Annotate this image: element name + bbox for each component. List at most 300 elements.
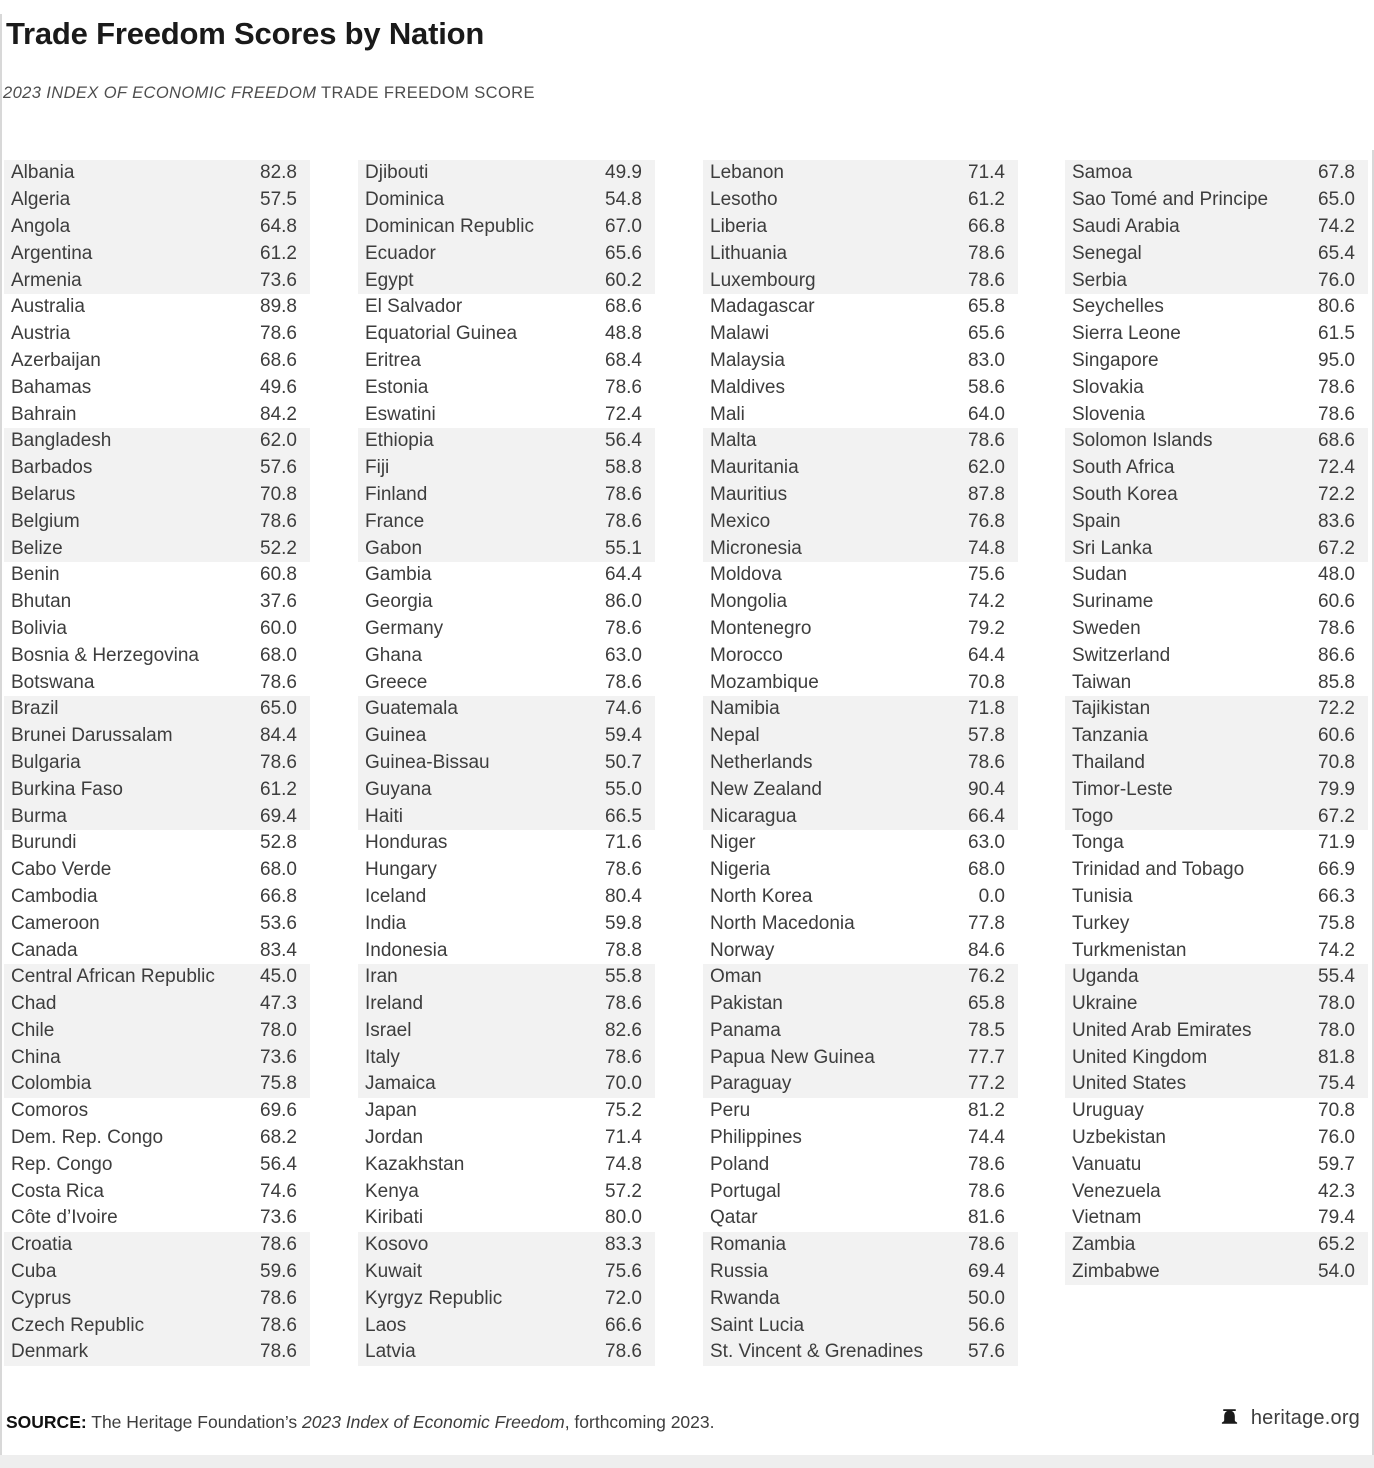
nation-score: 78.6: [1318, 403, 1355, 425]
table-row: [358, 776, 655, 803]
nation-name: Botswana: [11, 671, 95, 693]
nation-name: Jamaica: [365, 1073, 436, 1095]
nation-score: 79.4: [1318, 1207, 1355, 1229]
table-row: [1065, 669, 1368, 696]
nation-name: Argentina: [11, 242, 93, 264]
nation-name: Vanuatu: [1072, 1153, 1142, 1175]
table-row: [4, 991, 310, 1018]
nation-name: Slovenia: [1072, 403, 1145, 425]
table-row: [1065, 884, 1368, 911]
table-row: [1065, 589, 1368, 616]
table-row: [1065, 803, 1368, 830]
nation-name: Trinidad and Tobago: [1072, 859, 1245, 881]
nation-name: Qatar: [710, 1207, 758, 1229]
nation-score: 76.2: [968, 966, 1005, 988]
nation-name: Sao Tomé and Principe: [1072, 189, 1269, 211]
nation-name: Bolivia: [11, 617, 67, 639]
brand-url: heritage.org: [1250, 1407, 1360, 1429]
table-row: [703, 160, 1018, 187]
nation-name: Brazil: [11, 698, 59, 720]
nation-score: 72.2: [1318, 483, 1355, 505]
table-row: [358, 642, 655, 669]
nation-score: 50.0: [968, 1287, 1005, 1309]
subtitle-publication: 2023 INDEX OF ECONOMIC FREEDOM: [3, 84, 317, 102]
nation-name: Maldives: [710, 376, 785, 398]
table-row: [1065, 991, 1368, 1018]
nation-name: Dominican Republic: [365, 215, 534, 237]
table-row: [4, 455, 310, 482]
nation-name: Papua New Guinea: [710, 1046, 875, 1068]
nation-name: Nigeria: [710, 859, 771, 881]
nation-score: 66.5: [605, 805, 642, 827]
nation-score: 68.0: [968, 859, 1005, 881]
nation-name: Belgium: [11, 510, 80, 532]
nation-score: 57.6: [968, 1341, 1005, 1363]
nation-score: 58.8: [605, 457, 642, 479]
table-row: [4, 1044, 310, 1071]
nation-name: Nepal: [710, 725, 760, 747]
table-row: [1065, 1232, 1368, 1259]
nation-name: Venezuela: [1072, 1180, 1161, 1202]
nation-name: Serbia: [1072, 269, 1127, 291]
nation-score: 84.6: [968, 939, 1005, 961]
table-row: [358, 1125, 655, 1152]
nation-name: Uganda: [1072, 966, 1139, 988]
nation-name: Moldova: [710, 564, 782, 586]
table-row: [703, 562, 1018, 589]
table-row: [358, 669, 655, 696]
table-row: [703, 267, 1018, 294]
table-row: [358, 964, 655, 991]
score-column-4: [1065, 160, 1368, 1285]
table-row: [4, 562, 310, 589]
table-row: [4, 160, 310, 187]
nation-name: Thailand: [1072, 751, 1145, 773]
nation-name: Rep. Congo: [11, 1153, 113, 1175]
nation-score: 78.6: [605, 376, 642, 398]
nation-name: Kyrgyz Republic: [365, 1287, 503, 1309]
score-table: [0, 160, 1374, 1366]
table-row: [703, 240, 1018, 267]
nation-score: 78.6: [605, 617, 642, 639]
nation-score: 59.8: [605, 912, 642, 934]
nation-score: 78.6: [968, 1180, 1005, 1202]
nation-score: 65.0: [1318, 189, 1355, 211]
nation-score: 68.4: [605, 349, 642, 371]
nation-name: Fiji: [365, 457, 390, 479]
nation-name: Azerbaijan: [11, 349, 101, 371]
nation-name: Malaysia: [710, 349, 785, 371]
nation-name: South Korea: [1072, 483, 1178, 505]
nation-score: 62.0: [968, 457, 1005, 479]
nation-name: Timor-Leste: [1072, 778, 1173, 800]
nation-name: St. Vincent & Grenadines: [710, 1341, 923, 1363]
nation-name: Israel: [365, 1019, 412, 1041]
nation-name: Micronesia: [710, 537, 802, 559]
nation-score: 48.0: [1318, 564, 1355, 586]
table-row: [1065, 616, 1368, 643]
nation-score: 55.8: [605, 966, 642, 988]
table-row: [358, 267, 655, 294]
nation-score: 78.0: [1318, 993, 1355, 1015]
nation-score: 78.6: [968, 269, 1005, 291]
nation-name: Slovakia: [1072, 376, 1144, 398]
table-row: [358, 1044, 655, 1071]
nation-score: 78.6: [260, 1341, 297, 1363]
nation-score: 74.6: [260, 1180, 297, 1202]
table-row: [4, 482, 310, 509]
nation-name: Belize: [11, 537, 63, 559]
table-row: [703, 991, 1018, 1018]
table-row: [1065, 348, 1368, 375]
nation-name: Ghana: [365, 644, 423, 666]
table-row: [358, 1151, 655, 1178]
table-row: [4, 1018, 310, 1045]
table-row: [4, 1259, 310, 1286]
nation-name: North Korea: [710, 885, 813, 907]
nation-name: Samoa: [1072, 162, 1133, 184]
table-row: [358, 482, 655, 509]
nation-name: Nicaragua: [710, 805, 797, 827]
nation-name: Lesotho: [710, 189, 778, 211]
table-row: [4, 240, 310, 267]
nation-name: United Kingdom: [1072, 1046, 1208, 1068]
nation-score: 76.8: [968, 510, 1005, 532]
table-row: [1065, 1151, 1368, 1178]
nation-name: Cyprus: [11, 1287, 72, 1309]
nation-score: 69.6: [260, 1100, 297, 1122]
nation-name: Gabon: [365, 537, 423, 559]
table-row: [4, 508, 310, 535]
nation-score: 74.2: [968, 591, 1005, 613]
table-row: [1065, 937, 1368, 964]
nation-name: Sierra Leone: [1072, 323, 1181, 345]
nation-score: 78.6: [260, 1314, 297, 1336]
table-row: [4, 1205, 310, 1232]
table-row: [4, 750, 310, 777]
nation-score: 86.0: [605, 591, 642, 613]
nation-name: Egypt: [365, 269, 414, 291]
nation-score: 80.0: [605, 1207, 642, 1229]
nation-score: 52.2: [260, 537, 297, 559]
nation-score: 64.8: [260, 215, 297, 237]
nation-score: 45.0: [260, 966, 297, 988]
nation-name: Guinea-Bissau: [365, 751, 490, 773]
source-text-pre: The Heritage Foundation’s: [86, 1412, 303, 1432]
nation-score: 74.8: [968, 537, 1005, 559]
table-row: [4, 1232, 310, 1259]
nation-name: Algeria: [11, 189, 71, 211]
table-row: [4, 723, 310, 750]
nation-name: Czech Republic: [11, 1314, 145, 1336]
nation-score: 78.6: [260, 1234, 297, 1256]
table-row: [358, 535, 655, 562]
table-row: [1065, 535, 1368, 562]
table-row: [1065, 750, 1368, 777]
nation-score: 61.2: [260, 242, 297, 264]
nation-score: 57.8: [968, 725, 1005, 747]
table-row: [358, 428, 655, 455]
nation-score: 63.0: [605, 644, 642, 666]
nation-name: Benin: [11, 564, 60, 586]
nation-score: 78.6: [605, 483, 642, 505]
nation-score: 71.8: [968, 698, 1005, 720]
nation-score: 71.4: [968, 162, 1005, 184]
nation-name: Latvia: [365, 1341, 416, 1363]
nation-score: 81.8: [1318, 1046, 1355, 1068]
nation-name: United States: [1072, 1073, 1187, 1095]
nation-score: 65.8: [968, 296, 1005, 318]
nation-name: Cabo Verde: [11, 859, 112, 881]
nation-score: 65.4: [1318, 242, 1355, 264]
table-row: [358, 857, 655, 884]
nation-score: 78.6: [260, 510, 297, 532]
nation-name: Tonga: [1072, 832, 1124, 854]
table-row: [703, 1125, 1018, 1152]
table-row: [4, 642, 310, 669]
nation-name: Uruguay: [1072, 1100, 1144, 1122]
nation-name: Bosnia & Herzegovina: [11, 644, 199, 666]
nation-name: Gambia: [365, 564, 432, 586]
nation-name: Estonia: [365, 376, 429, 398]
table-row: [703, 294, 1018, 321]
nation-name: Guatemala: [365, 698, 458, 720]
nation-name: Denmark: [11, 1341, 89, 1363]
table-row: [358, 616, 655, 643]
nation-score: 65.8: [968, 993, 1005, 1015]
page-subtitle: [3, 84, 535, 103]
nation-score: 68.6: [260, 349, 297, 371]
nation-name: Saudi Arabia: [1072, 215, 1180, 237]
table-row: [4, 616, 310, 643]
nation-name: Central African Republic: [11, 966, 215, 988]
table-row: [4, 857, 310, 884]
table-row: [358, 187, 655, 214]
nation-score: 74.2: [1318, 215, 1355, 237]
score-column-3: [703, 160, 1018, 1366]
table-row: [358, 401, 655, 428]
nation-score: 47.3: [260, 993, 297, 1015]
table-row: [703, 401, 1018, 428]
nation-score: 80.6: [1318, 296, 1355, 318]
nation-name: Malawi: [710, 323, 770, 345]
nation-name: Netherlands: [710, 751, 813, 773]
nation-score: 82.8: [260, 162, 297, 184]
nation-name: Chile: [11, 1019, 55, 1041]
table-row: [4, 964, 310, 991]
nation-score: 68.6: [1318, 430, 1355, 452]
table-row: [358, 1312, 655, 1339]
table-row: [1065, 428, 1368, 455]
nation-name: Vietnam: [1072, 1207, 1142, 1229]
nation-name: Russia: [710, 1261, 769, 1283]
nation-score: 78.6: [968, 751, 1005, 773]
nation-name: Guyana: [365, 778, 432, 800]
page-title: Trade Freedom Scores by Nation: [6, 16, 485, 51]
nation-score: 78.6: [968, 242, 1005, 264]
nation-score: 78.5: [968, 1019, 1005, 1041]
nation-score: 75.4: [1318, 1073, 1355, 1095]
nation-score: 78.6: [605, 1341, 642, 1363]
nation-score: 57.2: [605, 1180, 642, 1202]
nation-name: Madagascar: [710, 296, 815, 318]
nation-name: Hungary: [365, 859, 437, 881]
table-row: [358, 1178, 655, 1205]
nation-score: 78.6: [605, 993, 642, 1015]
nation-name: Bulgaria: [11, 751, 81, 773]
nation-score: 78.0: [1318, 1019, 1355, 1041]
nation-name: Chad: [11, 993, 57, 1015]
table-row: [4, 348, 310, 375]
nation-score: 67.0: [605, 215, 642, 237]
table-row: [358, 696, 655, 723]
table-row: [4, 1071, 310, 1098]
nation-score: 68.6: [605, 296, 642, 318]
nation-score: 73.6: [260, 1207, 297, 1229]
nation-score: 60.2: [605, 269, 642, 291]
nation-score: 70.8: [968, 671, 1005, 693]
table-row: [358, 803, 655, 830]
table-row: [4, 187, 310, 214]
nation-score: 75.6: [968, 564, 1005, 586]
nation-score: 55.4: [1318, 966, 1355, 988]
nation-name: Canada: [11, 939, 78, 961]
nation-name: Portugal: [710, 1180, 781, 1202]
nation-name: Rwanda: [710, 1287, 780, 1309]
nation-score: 49.6: [260, 376, 297, 398]
table-row: [358, 937, 655, 964]
table-row: [703, 455, 1018, 482]
table-row: [4, 1285, 310, 1312]
nation-score: 53.6: [260, 912, 297, 934]
nation-name: Angola: [11, 215, 71, 237]
table-row: [358, 348, 655, 375]
nation-score: 78.6: [260, 1287, 297, 1309]
nation-score: 78.6: [968, 1153, 1005, 1175]
nation-score: 78.0: [260, 1019, 297, 1041]
nation-score: 78.6: [968, 1234, 1005, 1256]
nation-name: Sudan: [1072, 564, 1127, 586]
nation-name: Tunisia: [1072, 885, 1133, 907]
nation-score: 66.8: [968, 215, 1005, 237]
table-row: [703, 321, 1018, 348]
nation-score: 61.2: [260, 778, 297, 800]
table-row: [4, 321, 310, 348]
nation-score: 73.6: [260, 1046, 297, 1068]
nation-score: 65.6: [605, 242, 642, 264]
nation-name: Indonesia: [365, 939, 448, 961]
table-row: [358, 723, 655, 750]
table-row: [703, 750, 1018, 777]
nation-score: 60.6: [1318, 725, 1355, 747]
nation-score: 78.6: [605, 671, 642, 693]
nation-name: Croatia: [11, 1234, 73, 1256]
nation-name: Kuwait: [365, 1261, 423, 1283]
source-publication: 2023 Index of Economic Freedom: [302, 1412, 565, 1432]
nation-name: Djibouti: [365, 162, 429, 184]
table-row: [4, 1178, 310, 1205]
nation-name: Philippines: [710, 1127, 802, 1149]
nation-name: Sweden: [1072, 617, 1141, 639]
nation-name: Bahrain: [11, 403, 77, 425]
nation-name: Pakistan: [710, 993, 783, 1015]
liberty-bell-icon: [1217, 1406, 1242, 1431]
nation-score: 52.8: [260, 832, 297, 854]
nation-score: 81.6: [968, 1207, 1005, 1229]
table-row: [703, 214, 1018, 241]
table-row: [1065, 1259, 1368, 1286]
table-row: [358, 1232, 655, 1259]
table-row: [4, 884, 310, 911]
nation-name: Kenya: [365, 1180, 419, 1202]
table-row: [4, 830, 310, 857]
table-row: [703, 669, 1018, 696]
table-row: [703, 1232, 1018, 1259]
nation-score: 65.0: [260, 698, 297, 720]
table-row: [358, 1259, 655, 1286]
nation-score: 86.6: [1318, 644, 1355, 666]
nation-name: Burundi: [11, 832, 77, 854]
table-row: [358, 508, 655, 535]
table-row: [358, 294, 655, 321]
table-row: [358, 160, 655, 187]
table-row: [358, 884, 655, 911]
nation-name: Brunei Darussalam: [11, 725, 173, 747]
nation-name: Togo: [1072, 805, 1114, 827]
table-row: [1065, 1098, 1368, 1125]
table-row: [1065, 696, 1368, 723]
table-row: [703, 1259, 1018, 1286]
source-text-post: , forthcoming 2023.: [564, 1412, 715, 1432]
nation-score: 78.6: [605, 859, 642, 881]
nation-score: 68.2: [260, 1127, 297, 1149]
nation-score: 72.0: [605, 1287, 642, 1309]
heritage-brand: [1217, 1406, 1360, 1431]
nation-name: Turkey: [1072, 912, 1130, 934]
table-row: [703, 1339, 1018, 1366]
nation-score: 63.0: [968, 832, 1005, 854]
nation-name: Dominica: [365, 189, 445, 211]
table-row: [1065, 723, 1368, 750]
nation-score: 48.8: [605, 323, 642, 345]
nation-name: Australia: [11, 296, 85, 318]
nation-score: 56.4: [605, 430, 642, 452]
nation-score: 83.6: [1318, 510, 1355, 532]
table-row: [4, 294, 310, 321]
nation-name: Italy: [365, 1046, 400, 1068]
table-row: [703, 857, 1018, 884]
nation-name: Japan: [365, 1100, 417, 1122]
nation-name: Paraguay: [710, 1073, 792, 1095]
nation-name: Suriname: [1072, 591, 1154, 613]
nation-name: New Zealand: [710, 778, 822, 800]
nation-name: Norway: [710, 939, 775, 961]
nation-name: Finland: [365, 483, 428, 505]
table-row: [1065, 1205, 1368, 1232]
nation-name: Greece: [365, 671, 428, 693]
nation-name: Mongolia: [710, 591, 788, 613]
nation-score: 66.4: [968, 805, 1005, 827]
nation-name: United Arab Emirates: [1072, 1019, 1252, 1041]
nation-score: 74.6: [605, 698, 642, 720]
nation-score: 71.9: [1318, 832, 1355, 854]
nation-score: 78.6: [260, 751, 297, 773]
nation-score: 69.4: [968, 1261, 1005, 1283]
nation-score: 66.9: [1318, 859, 1355, 881]
nation-score: 78.6: [260, 323, 297, 345]
nation-score: 61.5: [1318, 323, 1355, 345]
nation-score: 74.2: [1318, 939, 1355, 961]
